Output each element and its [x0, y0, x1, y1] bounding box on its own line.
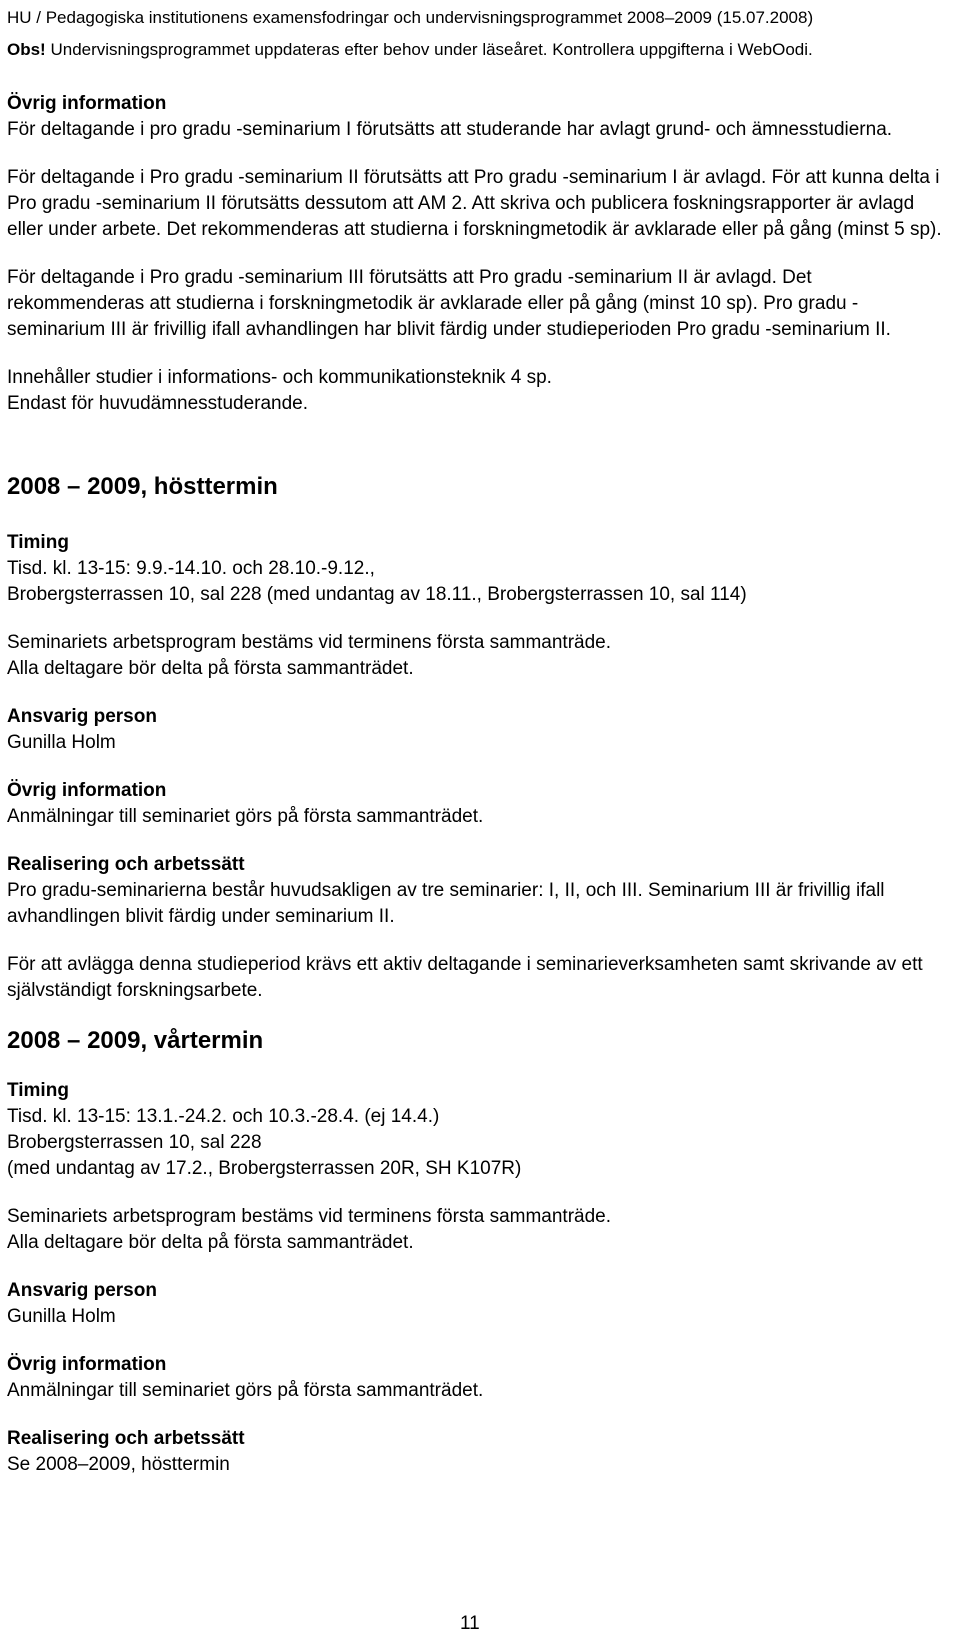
spring-program-line: Seminariets arbetsprogram bestäms vid terminens första sammanträde. [7, 1206, 612, 1227]
autumn-responsible-name: Gunilla Holm [7, 732, 116, 753]
autumn-title: 2008 – 2009, hösttermin [7, 473, 278, 500]
major-students-note: Endast för huvudämnesstuderande. [7, 393, 309, 414]
autumn-other-text: Anmälningar till seminariet görs på första sammanträdet. [7, 806, 484, 827]
header-title: HU / Pedagogiska institutionens examensfodringar och undervisningsprogrammet 2008–2009 (15.07.2008) [7, 8, 814, 27]
autumn-timing-line: Tisd. kl. 13-15: 9.9.-14.10. och 28.10.-9.12., [7, 558, 375, 579]
spring-responsible-heading: Ansvarig person [7, 1280, 157, 1301]
intro-paragraph-3: För deltagande i Pro gradu -seminarium III förutsätts att Pro gradu -seminarium II är avlagd. Det rekommenderas att studierna i forskningmetodik är avklarade eller på gång (minst 10 sp). Pro gradu -seminarium III är frivillig ifall avhandlingen har blivit färdig under studieperioden Pro gradu -seminarium II. [7, 267, 891, 340]
spring-realisation-heading: Realisering och arbetssätt [7, 1428, 245, 1449]
spring-section [7, 1026, 949, 1478]
intro-paragraph-1: För deltagande i pro gradu -seminarium I förutsätts att studerande har avlagt grund- och ämnesstudierna. [7, 119, 893, 140]
spring-title: 2008 – 2009, vårtermin [7, 1027, 264, 1054]
spring-timing-heading: Timing [7, 1080, 69, 1101]
autumn-responsible-heading: Ansvarig person [7, 706, 157, 727]
spring-other-heading: Övrig information [7, 1354, 167, 1375]
intro-heading: Övrig information [7, 93, 167, 114]
spring-location-line: Brobergsterrassen 10, sal 228 [7, 1132, 262, 1153]
autumn-other-heading: Övrig information [7, 780, 167, 801]
autumn-timing-heading: Timing [7, 532, 69, 553]
ict-studies-note: Innehåller studier i informations- och kommunikationsteknik 4 sp. [7, 367, 552, 388]
obs-text: Undervisningsprogrammet uppdateras efter behov under läseåret. Kontrollera uppgifterna i WebOodi. [45, 40, 813, 59]
spring-exception-line: (med undantag av 17.2., Brobergsterrassen 20R, SH K107R) [7, 1158, 522, 1179]
document-body [7, 91, 949, 1478]
obs-label: Obs! [7, 40, 46, 59]
autumn-section [7, 472, 949, 1004]
autumn-attendance-line: Alla deltagare bör delta på första sammanträdet. [7, 658, 414, 679]
spring-attendance-line: Alla deltagare bör delta på första sammanträdet. [7, 1232, 414, 1253]
spring-responsible-name: Gunilla Holm [7, 1306, 116, 1327]
autumn-realisation-heading: Realisering och arbetssätt [7, 854, 245, 875]
autumn-location-line: Brobergsterrassen 10, sal 228 (med undantag av 18.11., Brobergsterrassen 10, sal 114) [7, 584, 747, 605]
header-notice [7, 34, 947, 66]
page-header [7, 2, 947, 66]
autumn-realisation-paragraph-2: För att avlägga denna studieperiod krävs ett aktiv deltagande i seminarieverksamheten samt skrivande av ett självständigt forskningsarbete. [7, 954, 923, 1001]
spring-realisation-text: Se 2008–2009, hösttermin [7, 1454, 230, 1475]
intro-paragraph-2: För deltagande i Pro gradu -seminarium II förutsätts att Pro gradu -seminarium I är avlagd. För att kunna delta i Pro gradu -seminarium II förutsätts dessutom att AM 2. Att skriva och publicera foskningsrapporter är avlagd eller under arbete. Det rekommenderas att studierna i forskningmetodik är avklarade eller på gång (minst 5 sp). [7, 167, 942, 240]
autumn-program-line: Seminariets arbetsprogram bestäms vid terminens första sammanträde. [7, 632, 612, 653]
page-number: 11 [460, 1613, 480, 1634]
intro-section [7, 91, 949, 417]
autumn-realisation-paragraph-1: Pro gradu-seminarierna består huvudsakligen av tre seminarier: I, II, och III. Seminarium III är frivillig ifall avhandlingen blivit färdig under seminarium II. [7, 880, 885, 927]
spring-other-text: Anmälningar till seminariet görs på första sammanträdet. [7, 1380, 484, 1401]
spring-timing-line: Tisd. kl. 13-15: 13.1.-24.2. och 10.3.-28.4. (ej 14.4.) [7, 1106, 440, 1127]
